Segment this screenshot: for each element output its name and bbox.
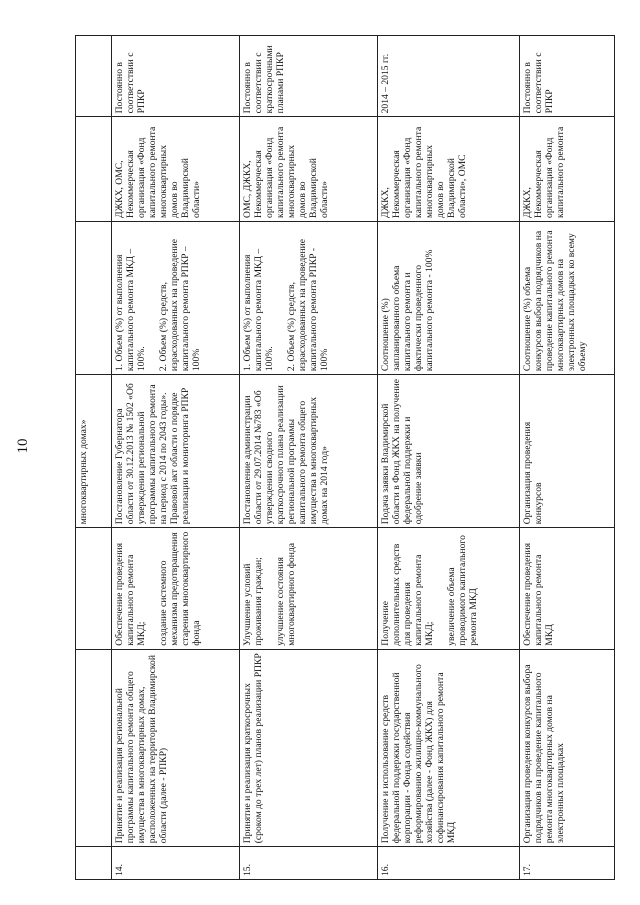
page-number: 10 [15,438,31,454]
measure-cell: Организация проведения конкурсов выбора подрядчиков на проведение капитального ремонта многоквартирных домов на электронных площадках [520,649,615,847]
deadline-cell: Постоянно в соответствии с краткосрочными планами РПКР [240,36,378,117]
goal-cell [378,528,520,649]
table-row [378,36,520,880]
responsible-cell: ДЖКХ, Некоммерческая организация «Фонд капитального ремонта [520,117,615,222]
responsible-cell: ДЖКХ, Некоммерческая организация «Фонд капитального ремонта многоквартирных домов во Владимирской области», ОМС [378,117,520,222]
table-row [520,36,615,880]
row-number: 15. [240,847,378,880]
header-cell-6 [76,36,112,117]
act-text: Постановление Губернатора области от 30.12.2013 № 1502 «Об утверждении региональной программы капитального ремонта на период с 2014 по 2043 годы». Правовой акт области о порядке реализации и мониторинга РПКР [114,383,191,525]
act-text: Организация проведения конкурсов [522,421,544,525]
act-text: Подача заявки Владимирской области в Фонд ЖКХ на получение федеральной поддержки и одобрение заявки [380,378,424,525]
indicator-cell [240,221,378,374]
measure-cell: Получение и использование средств федеральной поддержки государственной корпорации - Фонда содействия реформированию жилищно-коммунального хозяйства (далее - Фонд ЖКХ) для софинансирования капитального ремонта МКД [378,649,520,847]
row-number: 16. [378,847,520,880]
measure-cell: Принятие и реализация региональной программы капитального ремонта общего имущества в многоквартирных домах, расположенных на территории Владимирской области (далее - РПКР) [112,649,240,847]
indicator-text: 1. Объем (%) от выполнения капитального ремонта МКД – 100%. 2. Объем (%) средств, израсходованных на проведение капитального ремонта РПКР – 100% [114,239,202,372]
act-text: Постановление администрации области от 29.07.2014 №783 «Об утверждении сводного краткосрочного плана реализации региональной программы капитального ремонта общего имущества в многоквартирных домах на 2014 год» [242,385,330,525]
indicator-cell [112,221,240,374]
responsible-cell: ДЖКХ, ОМС, Некоммерческая организация «Фонд капитального ремонта многоквартирных домов во Владимирской области» [112,117,240,222]
indicator-cell [520,221,615,374]
header-cell-num [76,847,112,880]
indicator-cell [378,221,520,374]
deadline-cell: 2014 – 2015 гг. [378,36,520,117]
goal-text: Улучшение условий проживания граждан; улучшение состояния многоквартирного фонда [242,543,297,646]
measures-table [75,35,615,880]
act-cell [112,375,240,528]
rotated-page [75,35,615,880]
deadline-cell: Постоянно в соответствии с РПКР [520,36,615,117]
deadline-cell: Постоянно в соответствии с РПКР [112,36,240,117]
indicator-text: 1. Объем (%) от выполнения капитального ремонта МКД – 100%. 2. Объем (%) средств, израсходованных на проведение капитального ремонта РПКР - 100% [242,239,330,372]
header-cell-1 [76,649,112,847]
header-cell-4 [76,221,112,374]
goal-text: Обеспечение проведения капитального ремонта МКД; создание системного механизма предотвращения старения многоквартирного фонда [114,531,202,646]
table-row [112,36,240,880]
responsible-cell: ОМС, ДЖКХ, Некоммерческая организация «Фонд капитального ремонта многоквартирных домов во Владимирской области» [240,117,378,222]
goal-cell [112,528,240,649]
goal-text: Обеспечение проведения капитального ремонта МКД [522,542,555,646]
table-header-row [76,36,112,880]
act-cell [378,375,520,528]
header-cell-3: многоквартирных домах» [76,375,112,528]
row-number: 14. [112,847,240,880]
goal-cell [240,528,378,649]
measure-cell: Принятие и реализация краткосрочных (сроком до трех лет) планов реализации РПКР [240,649,378,847]
goal-cell [520,528,615,649]
act-cell [240,375,378,528]
header-cell-2 [76,528,112,649]
indicator-text: Соотношение (%) объема конкурсов выбора подрядчиков на проведение капитального ремонта многоквартирных домов на электронных площадках ко всему объему [522,230,588,372]
header-cell-5 [76,117,112,222]
row-number: 17. [520,847,615,880]
indicator-text: Соотношение (%) запланированного объема капитального ремонта и фактически проведенного капитального ремонта - 100% [380,249,435,372]
act-cell [520,375,615,528]
goal-text: Получение дополнительных средств для проведения капитального ремонта МКД; увеличение объема проводимого капитального ремонта МКД [380,535,479,646]
table-row [240,36,378,880]
